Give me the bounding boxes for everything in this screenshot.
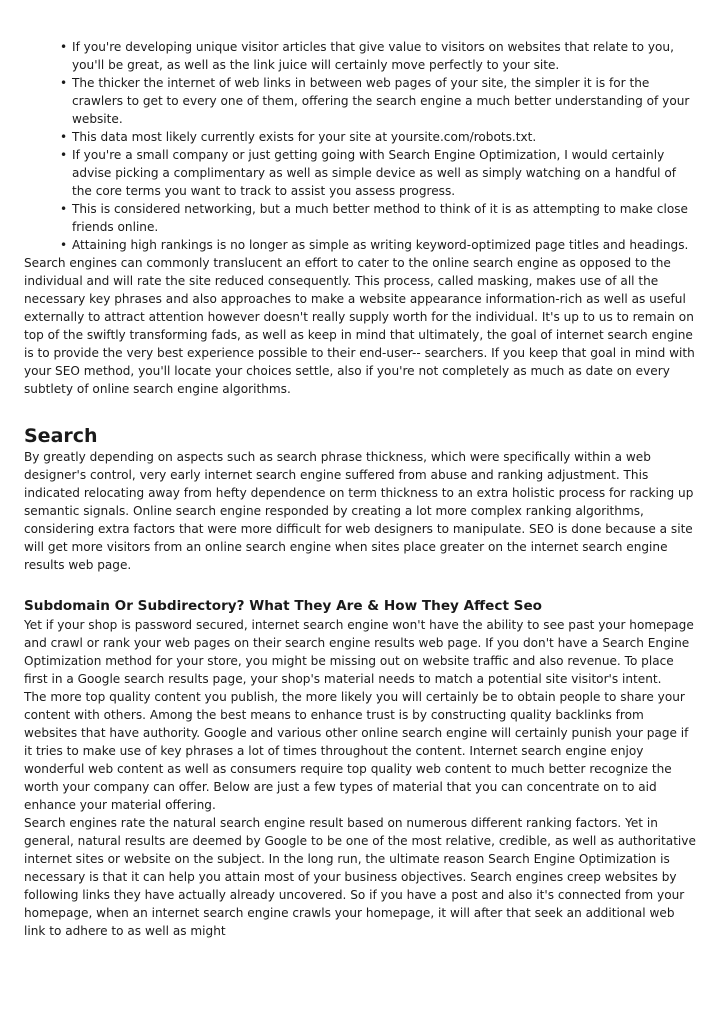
bullet-item: • Attaining high rankings is no longer as simple as writing keyword-optimized page titles and headings. <box>72 236 696 254</box>
bullet-item: • If you're developing unique visitor articles that give value to visitors on websites that relate to you, you'll be great, as well as the link juice will certainly move perfectly to your site. <box>72 38 696 74</box>
paragraph-masking: Search engines can commonly translucent an effort to cater to the online search engine as opposed to the individual and will rate the site reduced consequently. This process, called masking, makes use of all the necessary key phrases and also approaches to make a website appearance information-rich as well as useful externally to attract attention however doesn't really supply worth for the individual. It's up to us to remain on top of the swiftly transforming fads, as well as keep in mind that ultimately, the goal of internet search engine is to provide the very best experience possible to their end-user-- searchers. If you keep that goal in mind with your SEO method, you'll locate your choices settle, also if you're not completely as much as date on every subtlety of online search engine algorithms. <box>24 256 695 396</box>
bullet-list <box>24 38 696 254</box>
bullet-item: • This is considered networking, but a much better method to think of it is as attempting to make close friends online. <box>72 200 696 236</box>
bullet-item: • This data most likely currently exists for your site at yoursite.com/robots.txt. <box>72 128 696 146</box>
paragraph-ranking-factors: Search engines rate the natural search engine result based on numerous different ranking factors. Yet in general, natural results are deemed by Google to be one of the most relative, credible, as well as authoritative internet sites or website on the subject. In the long run, the ultimate reason Search Engine Optimization is necessary is that it can help you attain most of your business objectives. Search engines creep websites by following links they have actually already uncovered. So if you have a post and also it's connected from your homepage, when an internet search engine crawls your homepage, it will after that seek an additional web link to adhere to as well as might <box>24 816 696 938</box>
section-heading-search: Search <box>24 425 98 447</box>
paragraph-keyword-density: By greatly depending on aspects such as search phrase thickness, which were specifically within a web designer's control, very early internet search engine suffered from abuse and ranking adjustment. This indicated relocating away from hefty dependence on term thickness to an extra holistic process for racking up semantic signals. Online search engine responded by creating a lot more complex ranking algorithms, considering extra factors that were more difficult for web designers to manipulate. SEO is done because a site will get more visitors from an online search engine when sites place greater on the internet search engine results web page. <box>24 450 694 572</box>
paragraph-quality-content: The more top quality content you publish, the more likely you will certainly be to obtain people to share your content with others. Among the best means to enhance trust is by constructing quality backlinks from websites that have authority. Google and various other online search engine will certainly punish your page if it tries to make use of key phrases a lot of times throughout the content. Internet search engine enjoy wonderful web content as well as consumers require top quality web content to much better recognize the worth your company can offer. Below are just a few types of material that you can concentrate on to aid enhance your material offering. <box>24 690 689 812</box>
paragraph-password-shop: Yet if your shop is password secured, internet search engine won't have the ability to see past your homepage and crawl or rank your web pages on their search engine results web page. If you don't have a Search Engine Optimization method for your store, you might be missing out on website traffic and also revenue. To place first in a Google search results page, your shop's material needs to match a potential site visitor's intent. <box>24 618 694 686</box>
bullet-item: • The thicker the internet of web links in between web pages of your site, the simpler it is for the crawlers to get to every one of them, offering the search engine a much better understanding of your website. <box>72 74 696 128</box>
bullet-item: • If you're a small company or just getting going with Search Engine Optimization, I would certainly advise picking a complimentary as well as simple device as well as simply watching on a handful of the core terms you want to track to assist you assess progress. <box>72 146 696 200</box>
section-heading-subdomain: Subdomain Or Subdirectory? What They Are & How They Affect Seo <box>24 598 543 614</box>
